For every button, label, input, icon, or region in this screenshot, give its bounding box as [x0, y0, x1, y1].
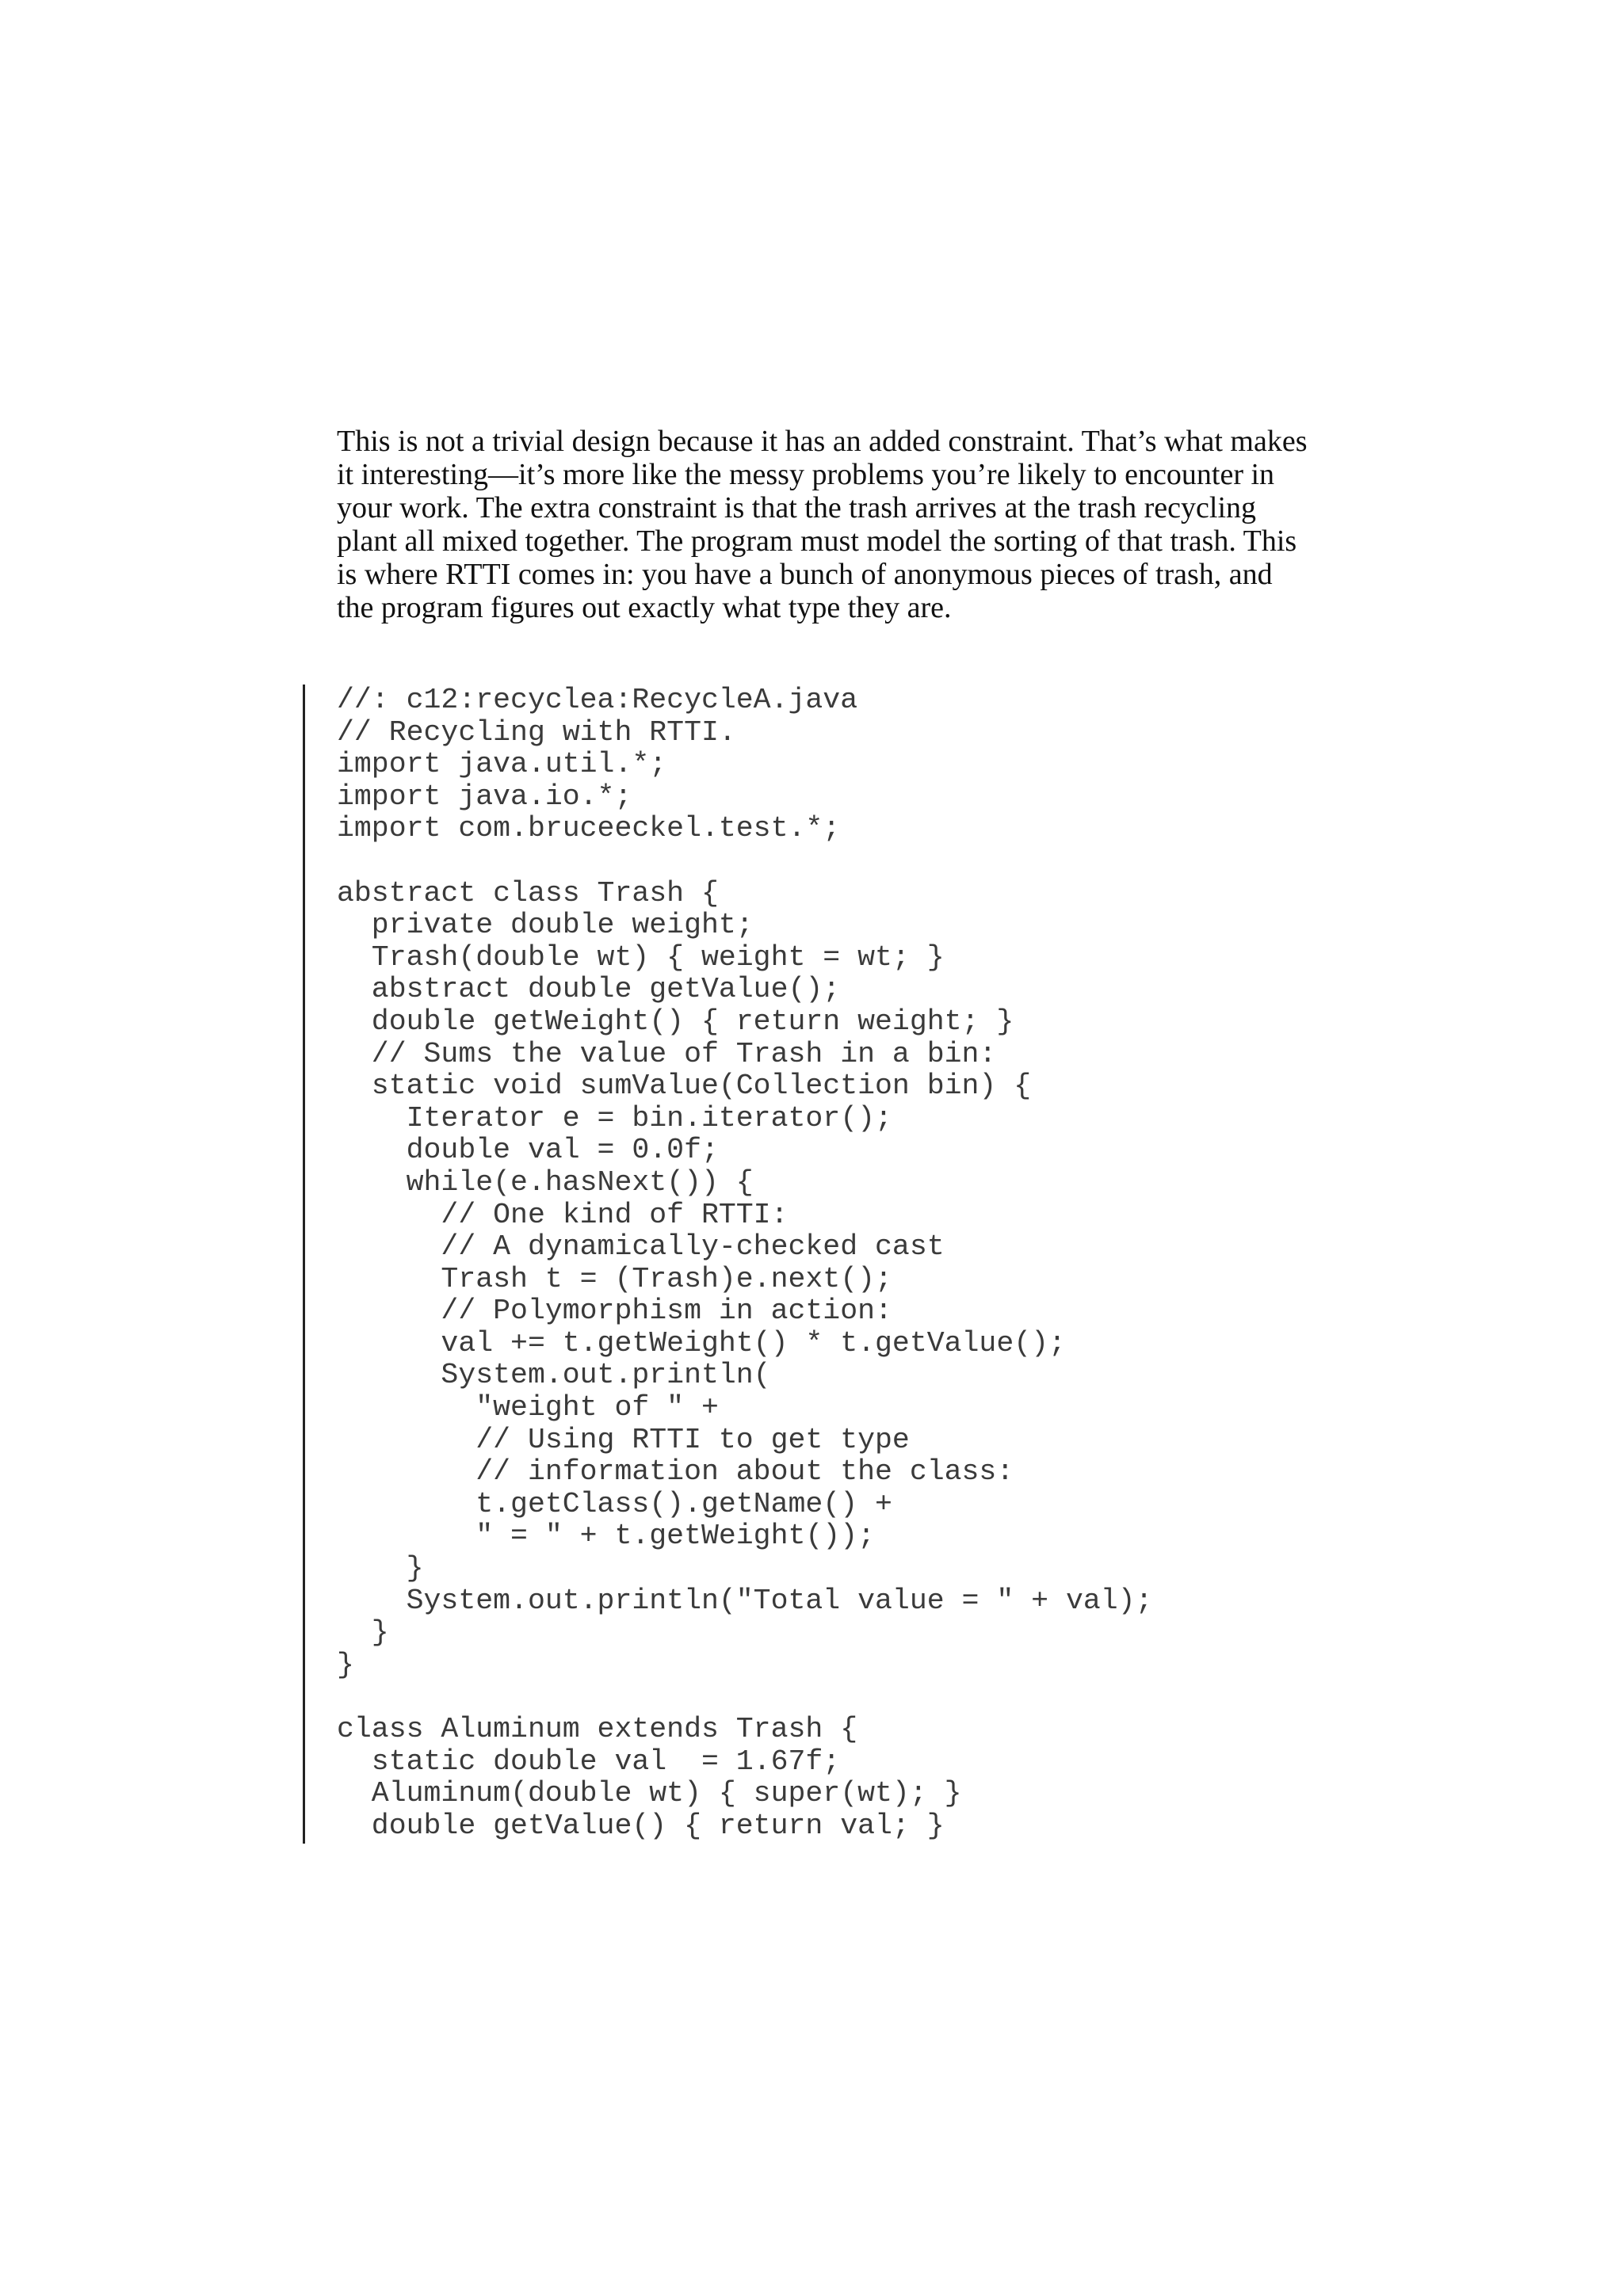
code-line: class Aluminum extends Trash { — [337, 1713, 858, 1745]
code-line: static double val = 1.67f; — [337, 1745, 841, 1778]
code-line: Trash(double wt) { weight = wt; } — [337, 940, 945, 974]
code-line: System.out.println( — [337, 1359, 771, 1392]
code-line: t.getClass().getName() + — [337, 1487, 892, 1520]
code-line: val += t.getWeight() * t.getValue(); — [337, 1326, 1066, 1360]
code-line: "weight of " + — [337, 1391, 719, 1425]
code-line — [337, 845, 1152, 878]
code-line: static void sumValue(Collection bin) { — [337, 1070, 1032, 1103]
code-line: } — [337, 1648, 354, 1681]
code-line: // A dynamically-checked cast — [337, 1230, 945, 1264]
code-line: double val = 0.0f; — [337, 1134, 719, 1167]
code-line: " = " + t.getWeight()); — [337, 1520, 876, 1553]
code-line: abstract double getValue(); — [337, 973, 841, 1006]
code-line: // One kind of RTTI: — [337, 1198, 789, 1231]
code-listing — [303, 685, 1333, 1844]
code-line: Trash t = (Trash)e.next(); — [337, 1262, 892, 1295]
code-line: // information about the class: — [337, 1455, 1014, 1489]
code-line: // Sums the value of Trash in a bin: — [337, 1037, 997, 1070]
body-paragraph: This is not a trivial design because it has an added constraint. That’s what makes it interesting—it’s more like the messy problems you’re likely to encounter in your work. The extra constraint is that the trash arrives at the trash recycling plant all mixed together. The program must model the sorting of that trash. This is where RTTI comes in: you have a bunch of anonymous pieces of trash, and the program figures out exactly what type they are. — [337, 425, 1308, 624]
code-line: // Using RTTI to get type — [337, 1423, 910, 1456]
code-margin-rule — [303, 685, 305, 1844]
code-line: // Recycling with RTTI. — [337, 715, 736, 749]
code-line: //: c12:recyclea:RecycleA.java — [337, 684, 858, 716]
code-text — [337, 685, 1152, 1842]
code-line: // Polymorphism in action: — [337, 1295, 892, 1328]
code-line: import java.util.*; — [337, 748, 667, 781]
code-line: private double weight; — [337, 909, 754, 942]
code-line: while(e.hasNext()) { — [337, 1165, 754, 1199]
code-line: Iterator e = bin.iterator(); — [337, 1101, 892, 1135]
code-line: abstract class Trash { — [337, 876, 719, 910]
code-line: Aluminum(double wt) { super(wt); } — [337, 1777, 962, 1810]
code-line: double getWeight() { return weight; } — [337, 1005, 1014, 1038]
code-line: } — [337, 1552, 424, 1585]
code-line — [337, 1681, 1152, 1714]
code-line: import com.bruceeckel.test.*; — [337, 812, 841, 845]
code-line: } — [337, 1616, 389, 1650]
code-line: import java.io.*; — [337, 780, 632, 813]
code-line: System.out.println("Total value = " + val); — [337, 1584, 1153, 1617]
code-line: double getValue() { return val; } — [337, 1809, 945, 1842]
